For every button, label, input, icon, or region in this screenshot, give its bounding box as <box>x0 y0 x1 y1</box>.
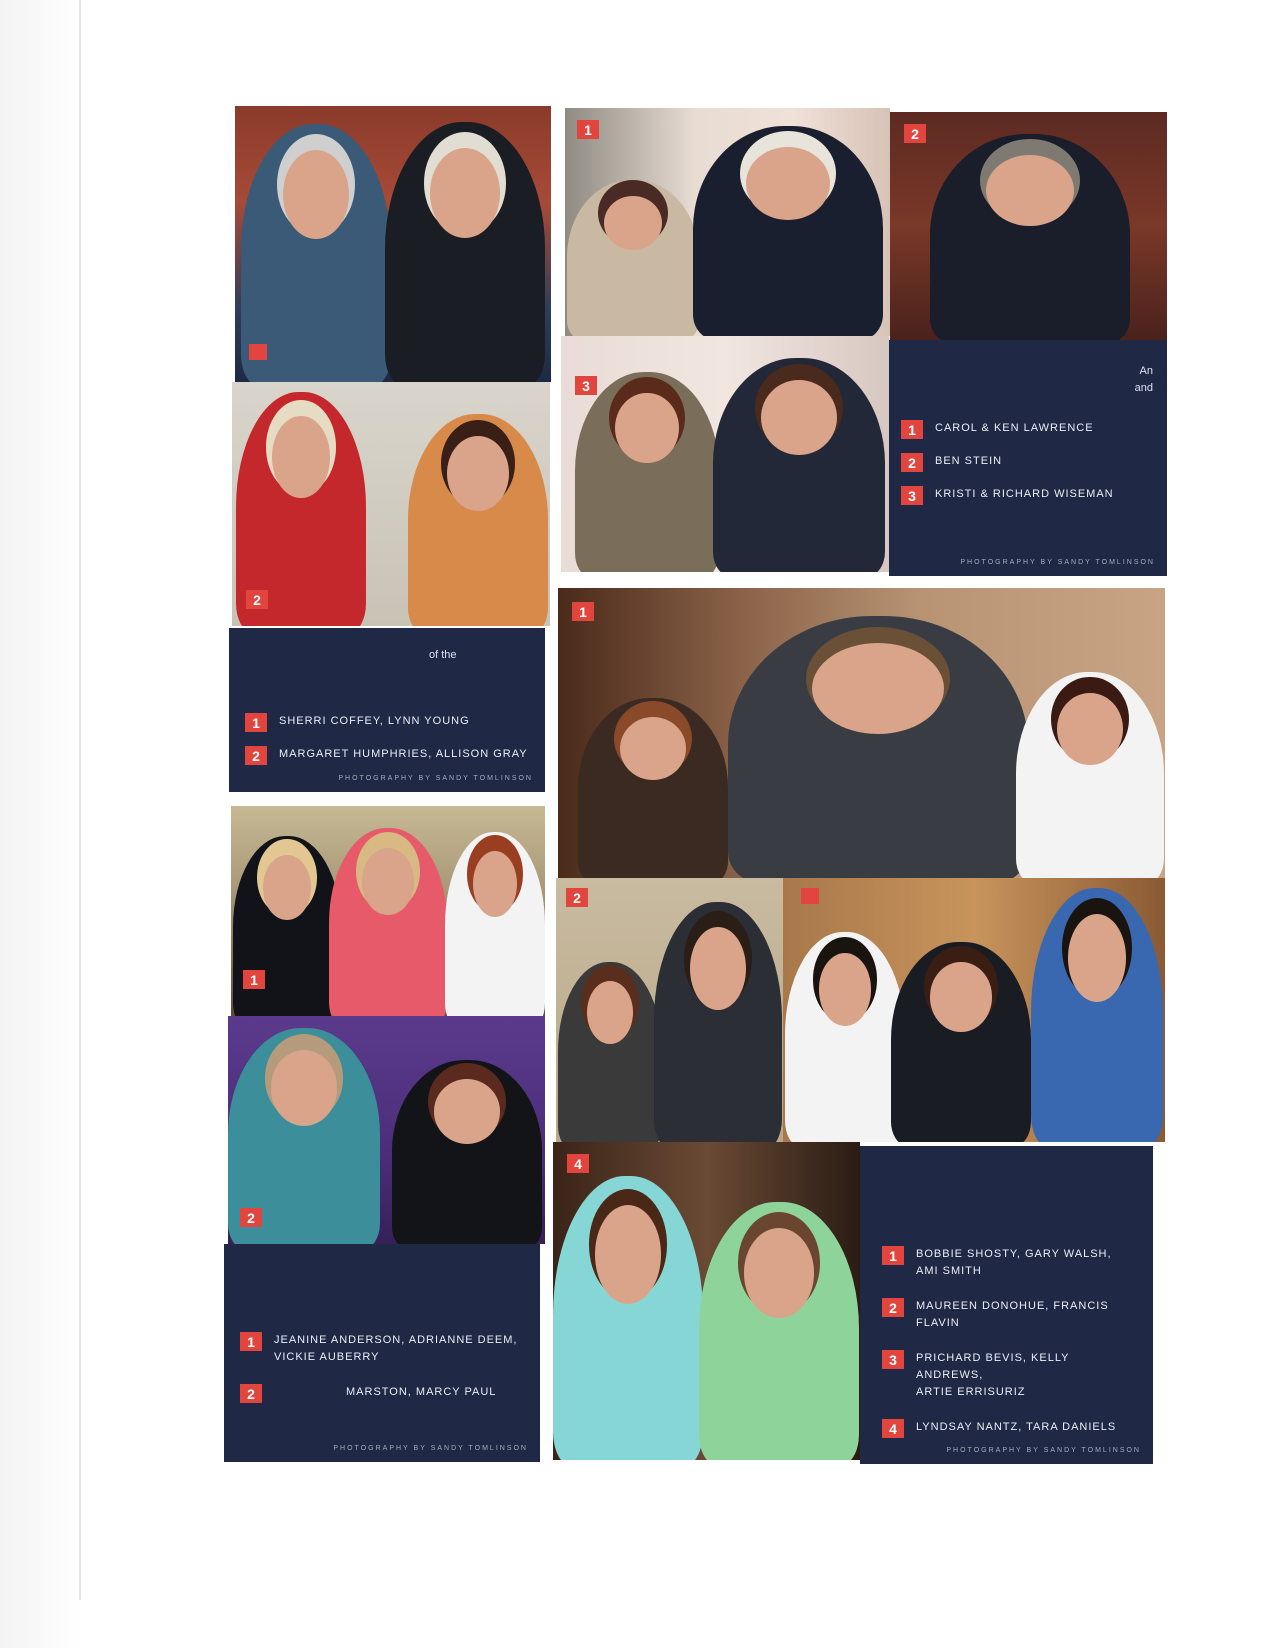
photo-number-badge: 3 <box>575 376 597 395</box>
caption-blurb: An <box>1139 365 1153 377</box>
caption-line: MARSTON, MARCY PAUL <box>346 1386 497 1398</box>
caption-names: CAROL & KEN LAWRENCE <box>935 422 1094 434</box>
caption-panel-d <box>860 1146 1153 1464</box>
caption-number-badge: 2 <box>882 1298 904 1317</box>
caption-number-badge: 3 <box>901 486 923 505</box>
caption-names <box>916 1350 1139 1401</box>
caption-panel-c <box>224 1244 540 1462</box>
caption-number-badge: 1 <box>901 420 923 439</box>
caption-number-badge: 1 <box>882 1246 904 1265</box>
person <box>1016 672 1164 878</box>
caption-number-badge: 1 <box>240 1332 262 1351</box>
person <box>392 1060 542 1244</box>
photo-prichard-bevis-kelly-andrews-artie-errisuriz <box>783 878 1165 1142</box>
caption-number-badge: 2 <box>901 453 923 472</box>
caption-names: MAUREEN DONOHUE, FRANCIS FLAVIN <box>916 1300 1109 1329</box>
caption-item <box>240 1332 526 1366</box>
person <box>385 122 545 382</box>
caption-item <box>245 713 531 732</box>
person <box>233 836 341 1016</box>
person <box>1031 888 1163 1142</box>
caption-item <box>245 746 531 765</box>
caption-names <box>274 1332 518 1366</box>
person <box>445 832 545 1016</box>
caption-names <box>274 1384 496 1401</box>
caption-line: AMI SMITH <box>916 1265 982 1277</box>
person <box>329 828 447 1016</box>
caption-item <box>901 453 1153 472</box>
photo-number-badge: 4 <box>567 1154 589 1173</box>
photo-number-badge: 2 <box>566 888 588 907</box>
photo-number-badge: 1 <box>243 970 265 989</box>
photo-kristi-richard-wiseman <box>561 336 889 572</box>
caption-names: MARGARET HUMPHRIES, ALLISON GRAY <box>279 748 528 760</box>
caption-line: VICKIE AUBERRY <box>274 1351 380 1363</box>
caption-panel-a <box>229 628 545 792</box>
photo-bobbie-shosty-gary-walsh-ami-smith <box>558 588 1165 878</box>
caption-blurb: and <box>1134 382 1153 394</box>
photo-ben-stein <box>890 112 1167 340</box>
caption-line: JEANINE ANDERSON, ADRIANNE DEEM, <box>274 1334 518 1346</box>
caption-item <box>882 1419 1139 1438</box>
caption-item <box>882 1350 1139 1401</box>
person <box>575 372 719 572</box>
photo-sherri-coffey-lynn-young <box>235 106 551 382</box>
person <box>558 962 662 1142</box>
caption-line: PRICHARD BEVIS, KELLY ANDREWS, <box>916 1352 1070 1381</box>
photo-credit: PHOTOGRAPHY BY SANDY TOMLINSON <box>960 559 1155 566</box>
photo-number-badge: 2 <box>904 124 926 143</box>
person <box>699 1202 859 1460</box>
person <box>553 1176 703 1460</box>
person <box>693 126 883 336</box>
caption-item <box>882 1298 1139 1332</box>
caption-panel-b <box>889 340 1167 576</box>
person <box>891 942 1031 1142</box>
photo-number-badge: 2 <box>240 1208 262 1227</box>
photo-maureen-donohue-francis-flavin <box>556 878 783 1142</box>
photo-credit: PHOTOGRAPHY BY SANDY TOMLINSON <box>333 1445 528 1452</box>
caption-names: LYNDSAY NANTZ, TARA DANIELS <box>916 1421 1117 1433</box>
caption-item <box>882 1246 1139 1280</box>
scan-binding-line <box>79 0 81 1600</box>
person <box>930 134 1130 340</box>
caption-names: BEN STEIN <box>935 455 1003 467</box>
caption-blurb: of the <box>429 649 457 661</box>
caption-line: BOBBIE SHOSTY, GARY WALSH, <box>916 1248 1112 1260</box>
photo-lyndsay-nantz-tara-daniels <box>553 1142 860 1460</box>
person <box>567 180 699 336</box>
photo-number-badge: 1 <box>572 602 594 621</box>
caption-number-badge: 3 <box>882 1350 904 1369</box>
caption-number-badge: 4 <box>882 1419 904 1438</box>
photo-jeanine-anderson-adrianne-deem-vickie-auberry <box>231 806 545 1016</box>
person <box>713 358 885 572</box>
photo-number-badge: 1 <box>577 120 599 139</box>
person <box>408 414 548 626</box>
caption-number-badge: 2 <box>240 1384 262 1403</box>
caption-names <box>916 1246 1112 1280</box>
photo-credit: PHOTOGRAPHY BY SANDY TOMLINSON <box>338 775 533 782</box>
scan-margin <box>0 0 82 1648</box>
person <box>578 698 728 878</box>
person <box>785 932 905 1142</box>
photo-credit: PHOTOGRAPHY BY SANDY TOMLINSON <box>946 1447 1141 1454</box>
caption-item <box>901 420 1153 439</box>
caption-names: KRISTI & RICHARD WISEMAN <box>935 488 1114 500</box>
photo-carol-ken-lawrence <box>565 108 890 336</box>
person <box>654 902 782 1142</box>
caption-names: SHERRI COFFEY, LYNN YOUNG <box>279 715 470 727</box>
caption-line: ARTIE ERRISURIZ <box>916 1386 1026 1398</box>
caption-number-badge: 1 <box>245 713 267 732</box>
person <box>728 616 1028 878</box>
caption-item <box>240 1384 526 1403</box>
photo-number-badge: 2 <box>246 590 268 609</box>
photo-number-badge <box>249 344 267 360</box>
caption-number-badge: 2 <box>245 746 267 765</box>
caption-item <box>901 486 1153 505</box>
photo-margaret-humphries-allison-gray <box>232 382 550 626</box>
photo-number-badge <box>801 888 819 904</box>
photo-marston-marcy-paul <box>228 1016 545 1244</box>
